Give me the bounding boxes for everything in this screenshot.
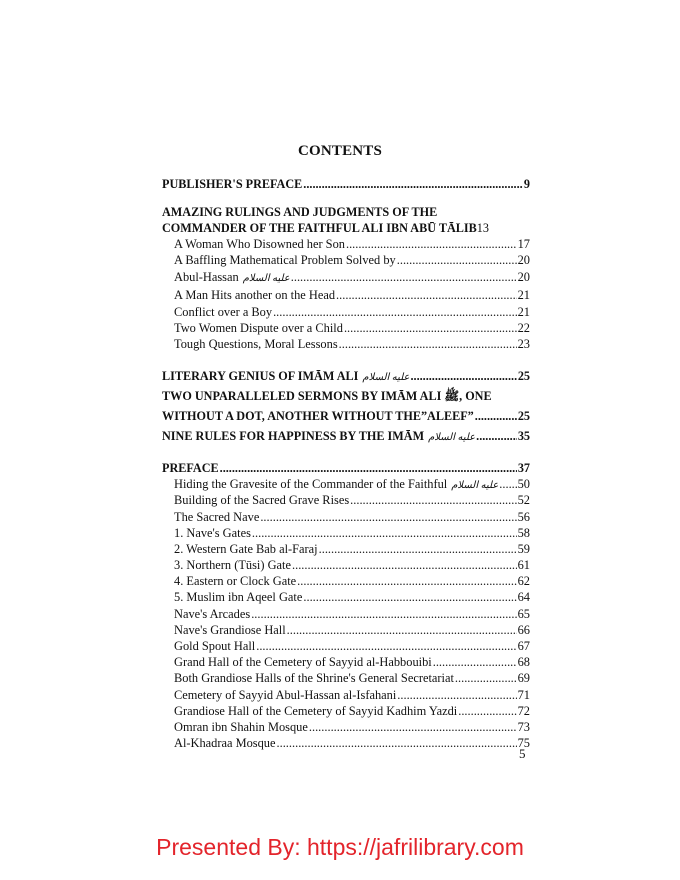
toc-entry[interactable] xyxy=(162,176,530,192)
toc-subentry[interactable]: 5. Muslim ibn Aqeel Gate ..... 64 xyxy=(162,589,530,605)
toc-subentry[interactable]: Nave's Arcades ..... 65 xyxy=(162,606,530,622)
toc-subentry[interactable]: A Man Hits another on the Head ..... 21 xyxy=(162,287,530,303)
page-title: CONTENTS xyxy=(297,143,383,159)
footer-credit-link[interactable]: Presented By: https://jafrilibrary.com xyxy=(156,834,524,860)
toc-entry[interactable]: WITHOUT A DOT, ANOTHER WITHOUT THE”ALEEF” ..... 25 xyxy=(162,406,530,426)
toc-entry-page: 13 xyxy=(476,221,489,235)
toc-subentry[interactable]: Cemetery of Sayyid Abul-Hassan al-Isfahani ..... 71 xyxy=(162,687,530,703)
toc-subentry[interactable]: Gold Spout Hall ..... 67 xyxy=(162,638,530,654)
toc-subentry[interactable]: Tough Questions, Moral Lessons ..... 23 xyxy=(162,336,530,352)
toc-entry[interactable]: LITERARY GENIUS OF IMĀM ALI عليه السلام ..... 25 xyxy=(162,366,530,386)
toc-subentry[interactable]: A Woman Who Disowned her Son ..... 17 xyxy=(162,236,530,252)
toc-subentry[interactable]: Hiding the Gravesite of the Commander of the Faithful عليه السلام ..... 50 xyxy=(162,476,530,492)
toc-heading-line: TWO UNPARALLELED SERMONS BY IMĀM ALI ﷺ, ONE xyxy=(162,389,492,404)
toc-subentry[interactable]: 4. Eastern or Clock Gate ..... 62 xyxy=(162,573,530,589)
toc-entry[interactable]: NINE RULES FOR HAPPINESS BY THE IMĀM عليه السلام ..... 35 xyxy=(162,426,530,446)
toc-subentry[interactable]: Both Grandiose Halls of the Shrine's General Secretariat ..... 69 xyxy=(162,670,530,686)
toc-subentry[interactable]: Building of the Sacred Grave Rises ..... 52 xyxy=(162,492,530,508)
toc-subentry[interactable]: Abul-Hassan عليه السلام ..... 20 xyxy=(162,268,530,287)
toc-subentry[interactable]: Nave's Grandiose Hall ..... 66 xyxy=(162,622,530,638)
toc-subentry[interactable]: A Baffling Mathematical Problem Solved by ..... 20 xyxy=(162,252,530,268)
toc-subentry[interactable]: 3. Northern (Tūsi) Gate ..... 61 xyxy=(162,557,530,573)
toc-entry-page: 9 xyxy=(523,177,530,191)
honorific-glyph: عليه السلام xyxy=(242,273,290,285)
toc-entry[interactable]: PREFACE ..... 37 xyxy=(162,460,530,476)
toc-entry-label: PUBLISHER'S PREFACE xyxy=(162,177,303,191)
toc-entry[interactable] xyxy=(162,220,530,236)
toc-subentry[interactable]: 1. Nave's Gates ..... 58 xyxy=(162,525,530,541)
honorific-glyph: عليه السلام xyxy=(428,432,476,444)
toc-subentry[interactable]: Grand Hall of the Cemetery of Sayyid al-Habbouibi ..... 68 xyxy=(162,654,530,670)
dot-leader xyxy=(303,176,523,192)
toc-subentry[interactable]: Omran ibn Shahin Mosque ..... 73 xyxy=(162,719,530,735)
page-number: 5 xyxy=(519,746,526,761)
toc-heading-line: AMAZING RULINGS AND JUDGMENTS OF THE xyxy=(162,205,438,219)
toc-subentry[interactable]: Al-Khadraa Mosque ..... 75 xyxy=(162,735,530,751)
table-of-contents xyxy=(162,176,530,751)
honorific-glyph: عليه السلام xyxy=(362,372,410,384)
honorific-glyph: عليه السلام xyxy=(451,480,499,492)
toc-subentry[interactable]: Grandiose Hall of the Cemetery of Sayyid Kadhim Yazdi ..... 72 xyxy=(162,703,530,719)
toc-subentry[interactable]: 2. Western Gate Bab al-Faraj ..... 59 xyxy=(162,541,530,557)
toc-subentry[interactable]: The Sacred Nave ..... 56 xyxy=(162,509,530,525)
toc-subentry[interactable]: Conflict over a Boy ..... 21 xyxy=(162,304,530,320)
toc-entry-label: COMMANDER OF THE FAITHFUL ALI IBN ABŪ TĀLIB xyxy=(162,221,477,235)
toc-subentry[interactable]: Two Women Dispute over a Child ..... 22 xyxy=(162,320,530,336)
